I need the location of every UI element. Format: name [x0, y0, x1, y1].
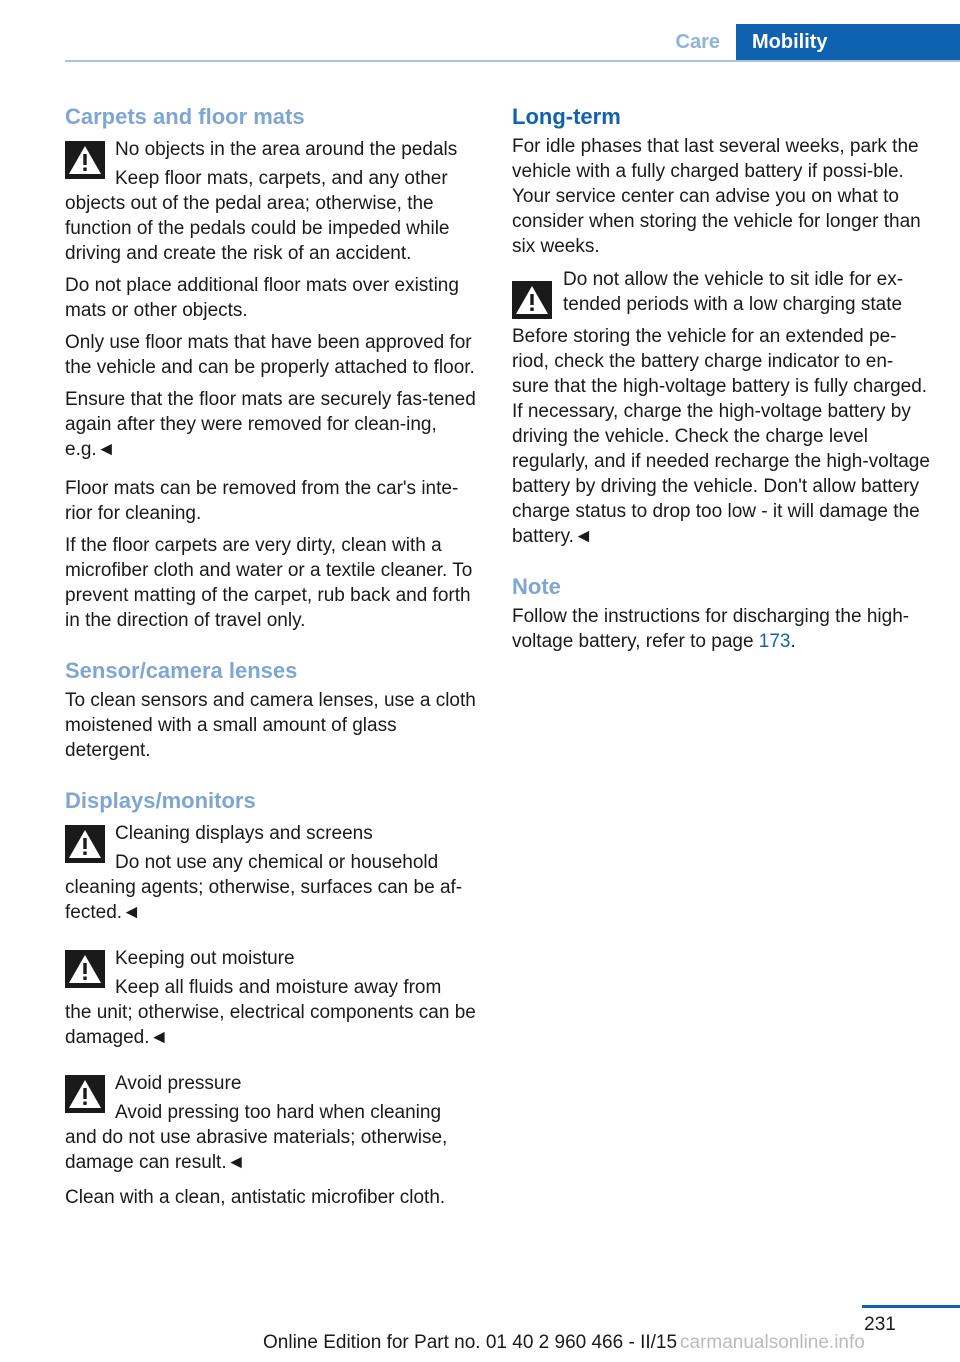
paragraph: Clean with a clean, antistatic microfiber cloth. — [65, 1187, 446, 1208]
right-column — [512, 100, 930, 661]
warning-triangle-icon — [512, 281, 552, 319]
paragraph: For idle phases that last several weeks, park the vehicle with a fully charged battery if possi‐ble. Your service center can advise you on what to consider when storing the vehicle for longer than six weeks. — [512, 136, 921, 257]
warning-body: Before storing the vehicle for an extended pe‐riod, check the battery charge indicator to en‐sure that the high-voltage battery is fully charged. If necessary, charge the high-voltage battery by driving the vehicle. Check the charge level regularly, and if needed recharge the high-voltage battery by driving the vehicle. Don't allow battery charge status to drop too low - it will damage the battery.◄ — [512, 326, 930, 547]
tab-care[interactable]: Care — [675, 31, 720, 53]
header-rule — [65, 60, 960, 62]
warning-body-first: Avoid pressing too hard when cleaning — [115, 1102, 442, 1123]
warning-pedals-head — [65, 134, 481, 191]
warning-triangle-icon — [65, 825, 105, 863]
warning-triangle-icon — [65, 950, 105, 988]
heading-note: Note — [512, 574, 561, 599]
warning-moisture — [65, 943, 481, 1050]
warning-pressure — [65, 1068, 481, 1175]
paragraph: Floor mats can be removed from the car's inte‐rior for cleaning. — [65, 478, 459, 524]
warning-title: No objects in the area around the pedals — [115, 139, 458, 160]
heading-sensor: Sensor/camera lenses — [65, 658, 298, 683]
warning-idle — [512, 267, 930, 317]
tab-mobility[interactable]: Mobility — [736, 24, 960, 61]
heading-displays: Displays/monitors — [65, 788, 256, 813]
footer-rule — [862, 1305, 960, 1308]
warning-title: Keeping out moisture — [115, 948, 295, 969]
watermark: carmanualsonline.info — [680, 1332, 865, 1353]
warning-triangle-icon — [65, 141, 105, 179]
note-text: Follow the instructions for discharging the high-voltage battery, refer to page — [512, 606, 910, 652]
left-column — [65, 100, 481, 1217]
warning-body-rest: and do not use abrasive materials; otherwise, damage can result.◄ — [65, 1127, 448, 1173]
paragraph: Do not place additional floor mats over existing mats or other objects. — [65, 275, 459, 321]
note-text-end: . — [790, 631, 796, 652]
warning-body-rest: objects out of the pedal area; otherwise, the function of the pedals could be impeded while driving and create the risk of an accident. — [65, 193, 450, 264]
edition-text: Online Edition for Part no. 01 40 2 960 466 - II/15 — [263, 1332, 678, 1353]
warning-title: Avoid pressure — [115, 1073, 242, 1094]
warning-cleaning-head — [65, 818, 481, 875]
heading-carpets: Carpets and floor mats — [65, 104, 305, 129]
warning-body-first: Keep floor mats, carpets, and any other — [115, 168, 448, 189]
heading-longterm: Long-term — [512, 104, 621, 129]
paragraph: To clean sensors and camera lenses, use a cloth moistened with a small amount of glass detergent. — [65, 690, 476, 761]
note-paragraph — [512, 604, 930, 654]
page-link[interactable]: 173 — [758, 631, 791, 652]
warning-pressure-head — [65, 1068, 481, 1125]
warning-body-rest: cleaning agents; otherwise, surfaces can be af‐fected.◄ — [65, 877, 463, 923]
warning-body-rest: the unit; otherwise, electrical components can be damaged.◄ — [65, 1002, 476, 1048]
warning-title: Cleaning displays and screens — [115, 823, 373, 844]
page-number: 231 — [864, 1314, 896, 1335]
warning-cleaning — [65, 818, 481, 925]
warning-moisture-head — [65, 943, 481, 1000]
warning-body-first: Keep all fluids and moisture away from — [115, 977, 442, 998]
warning-body-first: Do not use any chemical or household — [115, 852, 439, 873]
paragraph: Ensure that the floor mats are securely fas‐tened again after they were removed for clean‐ing, e.g.◄ — [65, 389, 476, 460]
warning-triangle-icon — [65, 1075, 105, 1113]
warning-pedals — [65, 134, 481, 266]
paragraph: If the floor carpets are very dirty, clean with a microfiber cloth and water or a textile cleaner. To prevent matting of the carpet, rub back and forth in the direction of travel only. — [65, 535, 473, 631]
paragraph: Only use floor mats that have been approved for the vehicle and can be properly attached to floor. — [65, 332, 475, 378]
warning-title: Do not allow the vehicle to sit idle for ex‐tended periods with a low charging state — [563, 269, 904, 315]
